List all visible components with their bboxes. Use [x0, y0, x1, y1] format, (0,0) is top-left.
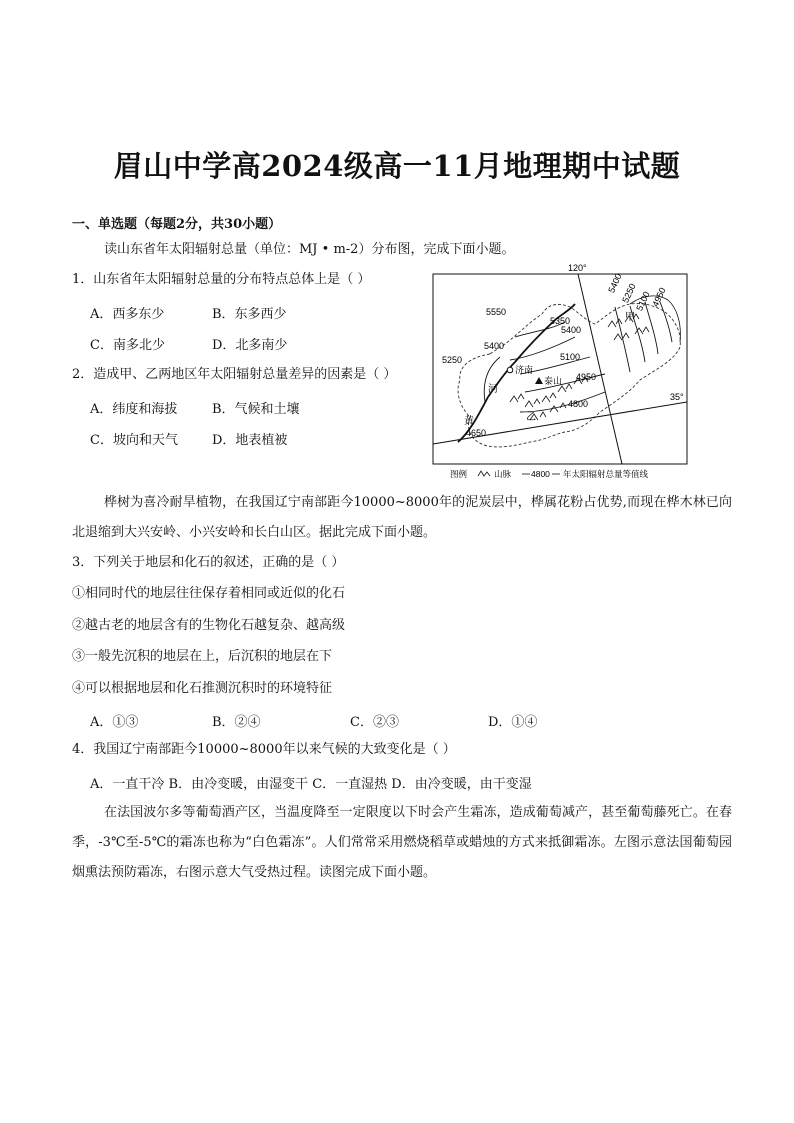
isoline-label: 5100 [560, 352, 581, 362]
q2-option-b: B．气候和土壤 [212, 402, 300, 417]
map-place-huang: 黄 [464, 416, 474, 427]
q1-option-b: B．东多西少 [212, 307, 287, 322]
intro-birch: 桦树为喜冷耐旱植物，在我国辽宁南部距今10000~8000年的泥炭层中，桦属花粉占优势,而现在桦木林已向北退缩到大兴安岭、小兴安岭和长白山区。据此完成下面小题。 [72, 495, 732, 540]
isoline-label: 4800 [568, 399, 589, 409]
isoline-label: 5400 [484, 341, 505, 351]
q4-options: A．一直干冷 B．由冷变暖，由湿变干 C．一直湿热 D．由冷变暖，由干变湿 [90, 777, 532, 792]
isoline-label: 4650 [466, 428, 487, 438]
q3-statement-4: ④可以根据地层和化石推测沉积时的环境特征 [72, 681, 333, 696]
q2-option-c: C．坡向和天气 [90, 433, 178, 448]
map-place-jinan: 济南 [515, 365, 534, 375]
map-legend-isoline: 年太阳辐射总量等值线 [563, 469, 649, 479]
isoline-label: 4950 [650, 285, 668, 309]
q1-option-c: C．南多北少 [90, 338, 165, 353]
map-place-yi: 乙 [526, 412, 536, 423]
q3-statement-3: ③一般先沉积的地层在上，后沉积的地层在下 [72, 649, 333, 664]
solar-radiation-map [430, 262, 692, 484]
question-3-stem: 3．下列关于地层和化石的叙述，正确的是（ ） [72, 555, 345, 570]
map-legend-mountain: 山脉 [494, 469, 512, 479]
question-4-stem: 4．我国辽宁南部距今10000~8000年以来气候的大致变化是（ ） [72, 742, 456, 757]
q1-option-a: A．西多东少 [90, 307, 165, 322]
isoline-label: 5400 [561, 325, 582, 335]
intro-frost: 在法国波尔多等葡萄酒产区，当温度降至一定限度以下时会产生霜冻，造成葡萄减产，甚至葡萄藤死亡。在春季，-3℃至-5℃的霜冻也称为“白色霜冻”。人们常常采用燃烧稻草或蜡烛的方式来抵御霜冻。左图示意法国葡萄园烟熏法预防霜冻，右图示意大气受热过程。读图完成下面小题。 [72, 805, 732, 880]
q2-option-a: A．纬度和海拔 [90, 402, 178, 417]
page-title: 眉山中学高2024级高一11月地理期中试题 [113, 149, 681, 183]
isoline-label: 5100 [634, 289, 652, 313]
isoline-label: 5250 [442, 355, 463, 365]
isoline-label: 4950 [576, 372, 597, 382]
isoline-label: 5550 [486, 307, 507, 317]
question-2-stem: 2．造成甲、乙两地区年太阳辐射总量差异的因素是（ ） [72, 367, 397, 382]
isoline-label: 5350 [550, 316, 571, 326]
q3-option-a: A．①③ [90, 715, 139, 730]
q3-option-c: C．②③ [350, 715, 399, 730]
section-heading: 一、单选题（每题2分，共30小题） [72, 217, 282, 232]
q1-option-d: D．北多南少 [212, 338, 288, 353]
q2-option-d: D．地表植被 [212, 433, 288, 448]
map-place-he: 河 [488, 384, 498, 395]
isoline-label: 5400 [606, 271, 624, 295]
map-legend-title: 图例 [450, 469, 468, 479]
q3-statement-2: ②越古老的地层含有的生物化石越复杂、越高级 [72, 618, 346, 633]
isoline-label: 5250 [620, 281, 638, 305]
q3-option-b: B．②④ [212, 715, 261, 730]
mountain-legend-icon [478, 471, 490, 476]
map-place-taishan: 泰山 [544, 376, 563, 386]
map-latitude-label: 35° [670, 392, 684, 402]
map-place-jia: 甲 [625, 312, 635, 323]
intro-solar-radiation: 读山东省年太阳辐射总量（单位：MJ • m-2）分布图，完成下面小题。 [104, 242, 515, 257]
q3-option-d: D．①④ [488, 715, 538, 730]
map-legend-value: 4800 [531, 469, 550, 479]
map-longitude-label: 120° [568, 263, 587, 273]
q3-statement-1: ①相同时代的地层往往保存着相同或近似的化石 [72, 586, 346, 601]
question-1-stem: 1．山东省年太阳辐射总量的分布特点总体上是（ ） [72, 272, 371, 287]
